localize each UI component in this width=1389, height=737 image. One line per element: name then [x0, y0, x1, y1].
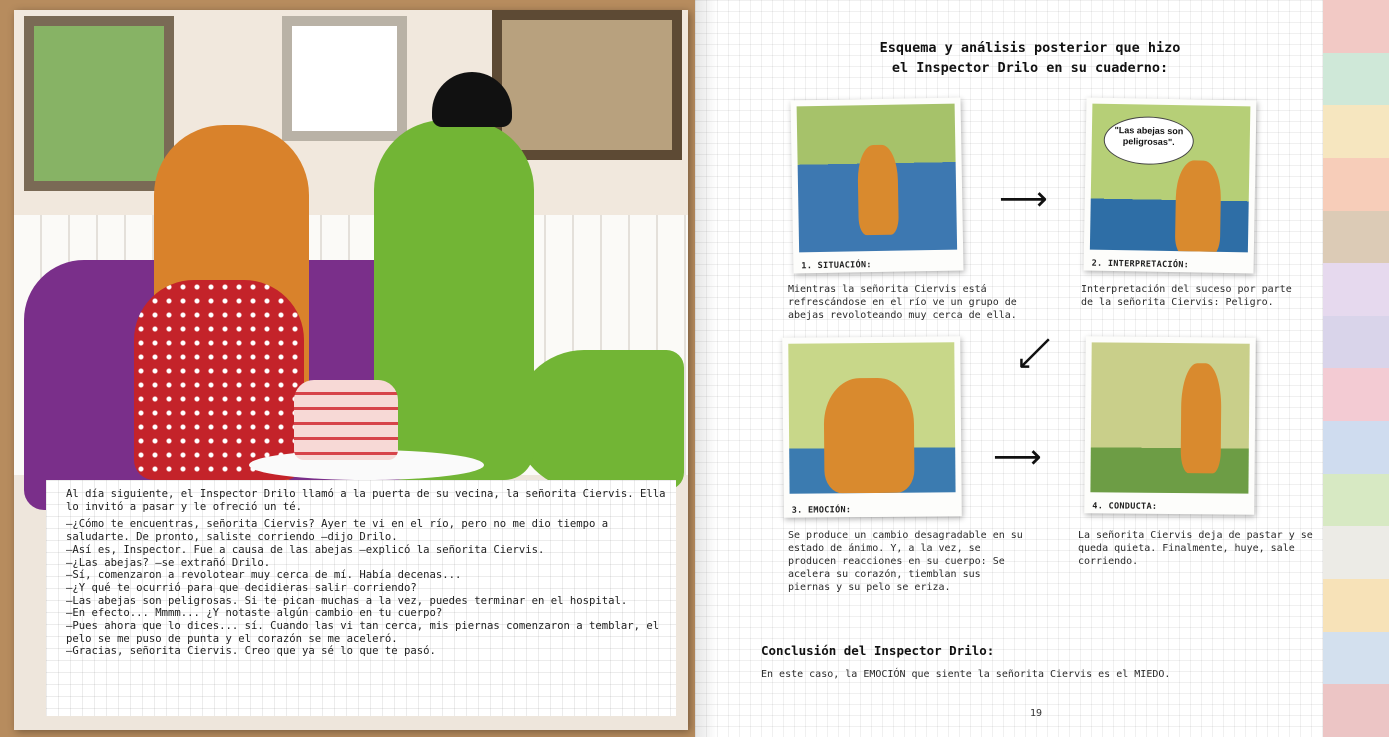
- color-swatch: [1323, 632, 1389, 685]
- panel-caption: 1. SITUACIÓN:: [801, 260, 872, 272]
- color-swatch: [1323, 158, 1389, 211]
- color-swatch-strip: [1323, 0, 1389, 737]
- color-swatch: [1323, 579, 1389, 632]
- panel-emocion-text: Se produce un cambio desagradable en su estado de ánimo. Y, a la vez, se producen reacciones en su cuerpo: Se acelera su corazón, tiemblan sus piernas y su pelo se eriza.: [788, 530, 1023, 593]
- story-text-card: [46, 480, 676, 716]
- panel-conducta: [1084, 336, 1256, 514]
- color-swatch: [1323, 0, 1389, 53]
- dialogue-line: –¿Las abejas? –se extrañó Drilo.: [66, 556, 271, 569]
- conclusion-text: En este caso, la EMOCIÓN que siente la señorita Ciervis es el MIEDO.: [761, 669, 1171, 680]
- arrow-right-icon: ⟶: [999, 179, 1048, 219]
- page-heading: [845, 38, 1215, 78]
- panel-emocion-art: [788, 342, 955, 493]
- dialogue-line: –En efecto... Mmmm... ¿Y notaste algún cambio en tu cuerpo?: [66, 607, 443, 620]
- crocodile-character: [374, 120, 534, 480]
- dialogue-line: –Sí, comenzaron a revolotear muy cerca de mí. Había decenas...: [66, 569, 462, 582]
- deer-in-river: [857, 145, 899, 236]
- heading-line-2: el Inspector Drilo en su cuaderno:: [891, 60, 1169, 76]
- panel-interpretacion-art: [1090, 104, 1251, 253]
- panel-situacion: [791, 98, 964, 274]
- running-deer: [1181, 363, 1222, 473]
- arrow-curved-down-left-icon: ⟶: [1007, 325, 1063, 381]
- color-swatch: [1323, 105, 1389, 158]
- strawberry-cake: [294, 380, 398, 460]
- color-swatch: [1323, 316, 1389, 369]
- dialogue-line: –Las abejas son peligrosas. Si te pican muchas a la vez, puedes terminar en el hospital.: [66, 594, 628, 607]
- color-swatch: [1323, 421, 1389, 474]
- dialogue-line: –Pues ahora que lo dices... sí. Cuando las vi tan cerca, mis piernas comenzaron a temblar, el pelo se me puso de punta y el corazón se me aceleró.: [66, 620, 660, 645]
- panel-situacion-text: Mientras la señorita Ciervis está refrescándose en el río ve un grupo de abejas revoloteando muy cerca de ella.: [788, 284, 1017, 321]
- painting-animal-family: [24, 16, 174, 191]
- color-swatch: [1323, 526, 1389, 579]
- book-gutter-shadow: [695, 0, 717, 737]
- panel-conducta-art: [1090, 342, 1249, 493]
- worried-deer: [1175, 160, 1222, 252]
- panel-situacion-art: [797, 104, 958, 253]
- right-page: [695, 0, 1323, 737]
- color-swatch: [1323, 211, 1389, 264]
- deer-polka-dress: [134, 280, 304, 480]
- panel-interpretacion-text: Interpretación del suceso por parte de la señorita Ciervis: Peligro.: [1081, 284, 1292, 308]
- dialogue-line: –¿Y qué te ocurrió para que decidieras salir corriendo?: [66, 581, 417, 594]
- panel-caption: 3. EMOCIÓN:: [791, 505, 852, 516]
- frightened-deer: [824, 378, 915, 494]
- color-swatch: [1323, 263, 1389, 316]
- speech-bubble: "Las abejas son peligrosas".: [1103, 116, 1194, 166]
- color-swatch: [1323, 53, 1389, 106]
- panel-caption: 2. INTERPRETACIÓN:: [1091, 258, 1190, 271]
- dialogue-line: –Así es, Inspector. Fue a causa de las abejas –explicó la señorita Ciervis.: [66, 543, 545, 556]
- painting-deer-portrait: [282, 16, 407, 141]
- panel-interpretacion: [1084, 98, 1257, 274]
- panel-conducta-text: La señorita Ciervis deja de pastar y se queda quieta. Finalmente, huye, sale corriendo.: [1078, 530, 1313, 567]
- dialogue-line: –Gracias, señorita Ciervis. Creo que ya sé lo que te pasó.: [66, 645, 436, 658]
- painting-lady-with-cat: [492, 10, 682, 160]
- color-swatch: [1323, 684, 1389, 737]
- color-swatch: [1323, 368, 1389, 421]
- panel-caption: 4. CONDUCTA:: [1092, 501, 1158, 512]
- page-number: 19: [1030, 708, 1043, 719]
- arrow-right-icon: ⟶: [993, 437, 1042, 477]
- crocodile-tail: [514, 350, 684, 490]
- heading-line-1: Esquema y análisis posterior que hizo: [879, 40, 1181, 56]
- story-intro: Al día siguiente, el Inspector Drilo llamó a la puerta de su vecina, la señorita Ciervis. Ella lo invitó a pasar y le ofreció un té.: [66, 488, 666, 513]
- panel-emocion: [782, 336, 962, 518]
- conclusion-title: Conclusión del Inspector Drilo:: [761, 643, 995, 658]
- color-swatch: [1323, 474, 1389, 527]
- dialogue-line: –¿Cómo te encuentras, señorita Ciervis? Ayer te vi en el río, pero no me dio tiempo a saludarte. De pronto, saliste corriendo –dijo Drilo.: [66, 518, 609, 544]
